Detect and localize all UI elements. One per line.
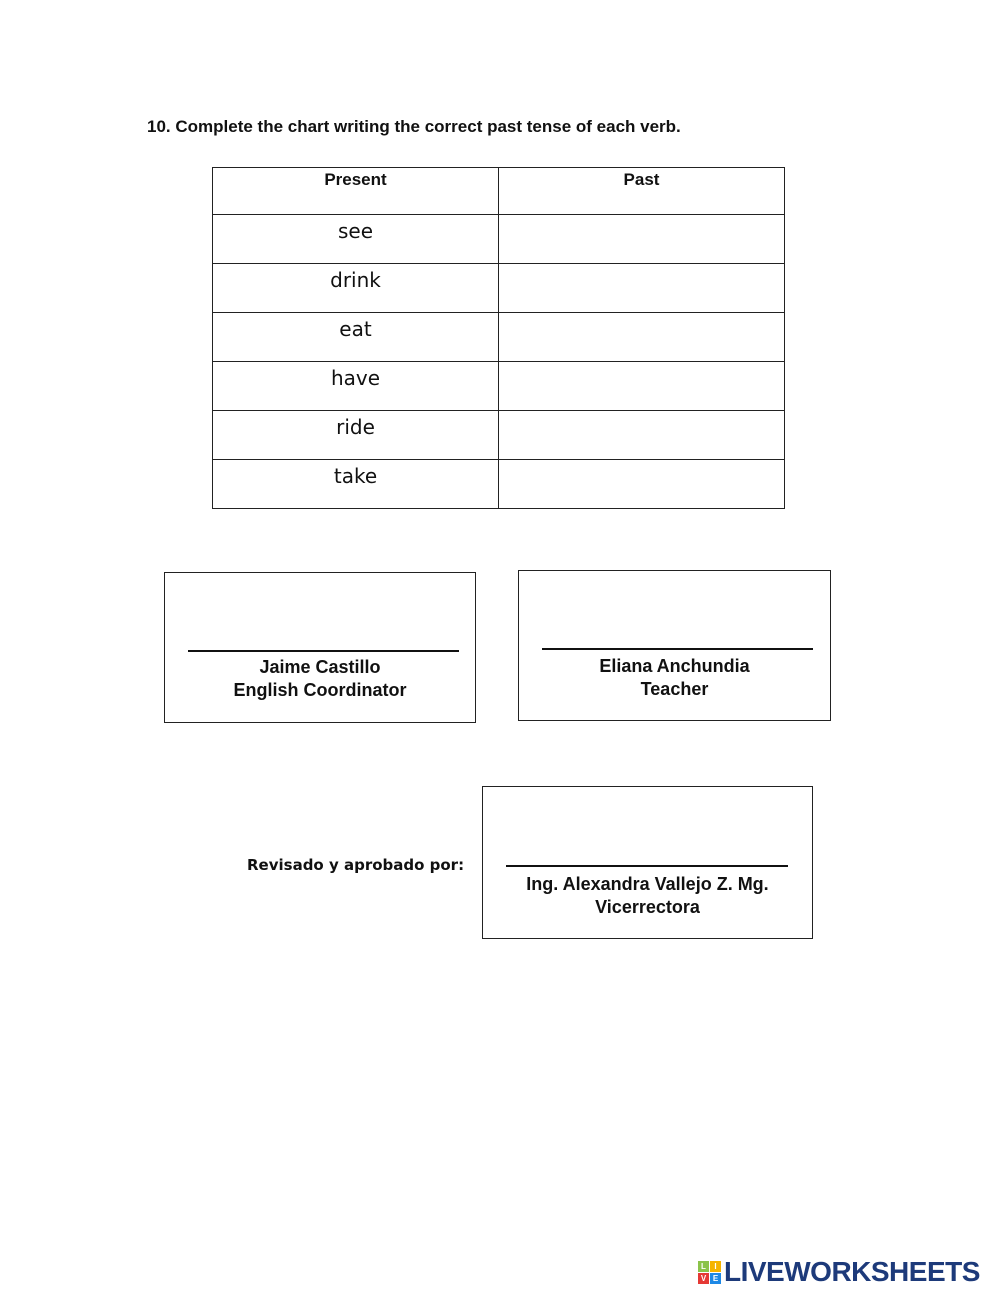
past-answer-cell bbox=[499, 215, 785, 264]
signature-line bbox=[188, 650, 459, 652]
logo-tiles-icon bbox=[698, 1261, 721, 1284]
present-verb: ride bbox=[213, 411, 499, 460]
header-present: Present bbox=[213, 168, 499, 215]
logo-wordmark: LIVEWORKSHEETS bbox=[724, 1256, 980, 1287]
liveworksheets-logo bbox=[698, 1256, 980, 1288]
signer-name: Eliana Anchundia bbox=[599, 656, 750, 676]
question-instruction: 10. Complete the chart writing the correct past tense of each verb. bbox=[147, 117, 681, 136]
signature-line bbox=[506, 865, 788, 867]
table-row bbox=[213, 264, 785, 313]
present-verb: drink bbox=[213, 264, 499, 313]
past-answer-cell bbox=[499, 362, 785, 411]
table-row bbox=[213, 411, 785, 460]
logo-tile: L bbox=[698, 1261, 709, 1272]
present-verb: eat bbox=[213, 313, 499, 362]
signer-name: Jaime Castillo bbox=[259, 657, 381, 677]
past-answer-cell bbox=[499, 460, 785, 509]
table-row bbox=[213, 215, 785, 264]
present-verb: have bbox=[213, 362, 499, 411]
past-answer-input[interactable] bbox=[499, 313, 788, 357]
logo-tile: V bbox=[698, 1273, 709, 1284]
table-header-row bbox=[213, 168, 785, 215]
signer-role: Teacher bbox=[640, 679, 709, 699]
logo-tile: I bbox=[710, 1261, 721, 1272]
table-row bbox=[213, 362, 785, 411]
signer-name: Ing. Alexandra Vallejo Z. Mg. bbox=[526, 874, 769, 894]
signature-box-teacher bbox=[518, 570, 831, 721]
past-answer-input[interactable] bbox=[499, 460, 788, 504]
past-answer-cell bbox=[499, 411, 785, 460]
header-past: Past bbox=[499, 168, 785, 215]
past-answer-cell bbox=[499, 313, 785, 362]
signer-role: English Coordinator bbox=[233, 680, 407, 700]
present-verb: see bbox=[213, 215, 499, 264]
table-row bbox=[213, 313, 785, 362]
past-answer-cell bbox=[499, 264, 785, 313]
past-answer-input[interactable] bbox=[499, 264, 788, 308]
present-verb: take bbox=[213, 460, 499, 509]
approval-label: Revisado y aprobado por: bbox=[247, 856, 465, 874]
signature-line bbox=[542, 648, 813, 650]
past-answer-input[interactable] bbox=[499, 411, 788, 455]
past-answer-input[interactable] bbox=[499, 362, 788, 406]
table-row bbox=[213, 460, 785, 509]
signature-box-coordinator bbox=[164, 572, 476, 723]
verb-chart bbox=[212, 167, 785, 509]
signer-role: Vicerrectora bbox=[595, 897, 700, 917]
signature-box-vicerrectora bbox=[482, 786, 813, 939]
logo-tile: E bbox=[710, 1273, 721, 1284]
past-answer-input[interactable] bbox=[499, 215, 788, 259]
